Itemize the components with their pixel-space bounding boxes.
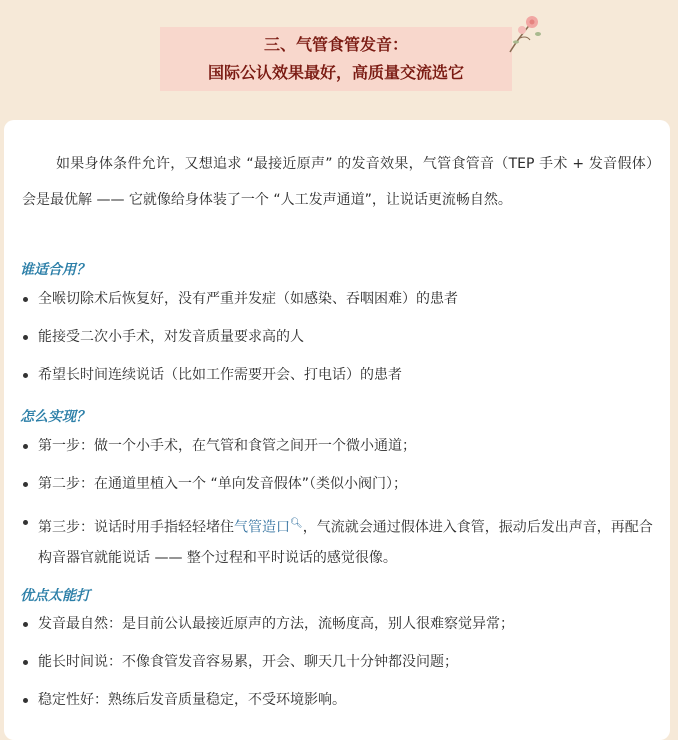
title-line-2: 国际公认效果最好，高质量交流选它 [207, 63, 464, 82]
list-item: 发音最自然：是目前公认最接近原声的方法，流畅度高，别人很难察觉异常； [20, 611, 656, 637]
intro-paragraph: 如果身体条件允许，又想追求 “最接近原声” 的发音效果，气管食管音（TEP 手术 + 发音假体）会是最优解 —— 它就像给身体装了一个 “人工发声通道”，让说话更流畅自然。 [22, 156, 660, 208]
list-item: 能长时间说：不像食管发音容易累，开会、聊天几十分钟都没问题； [20, 649, 656, 675]
list-how-it-works [20, 433, 656, 573]
section-title-box [160, 27, 512, 91]
list-item: 稳定性好：熟练后发音质量稳定，不受环境影响。 [20, 687, 656, 713]
flower-icon [502, 12, 546, 56]
step3-text-before: 第三步：说话时用手指轻轻堵住 [38, 519, 234, 536]
list-item: 希望长时间连续说话（比如工作需要开会、打电话）的患者 [20, 362, 656, 388]
content-card [4, 120, 670, 740]
list-item-step3 [20, 509, 656, 573]
list-who-suitable [20, 286, 656, 388]
title-line-1: 三、气管食管发音： [263, 35, 408, 54]
tracheostoma-link[interactable]: 气管造口 [234, 519, 290, 536]
list-advantages [20, 611, 656, 713]
heading-how-it-works: 怎么实现？ [20, 409, 90, 425]
heading-advantages: 优点太能打 [20, 588, 90, 604]
step3-text-after: ，气流就会通过假体进入食管，振动后发出声音，再配合构音器官就能说话 —— 整个过程和平时说话的感觉很像。 [38, 519, 653, 566]
search-icon[interactable]: 🔍︎ [290, 518, 303, 529]
list-item: 全喉切除术后恢复好，没有严重并发症（如感染、吞咽困难）的患者 [20, 286, 656, 312]
list-item: 第二步：在通道里植入一个 “单向发音假体”（类似小阀门）； [20, 471, 656, 497]
list-item: 第一步：做一个小手术，在气管和食管之间开一个微小通道； [20, 433, 656, 459]
list-item: 能接受二次小手术，对发音质量要求高的人 [20, 324, 656, 350]
heading-who-suitable: 谁适合用？ [20, 262, 90, 278]
